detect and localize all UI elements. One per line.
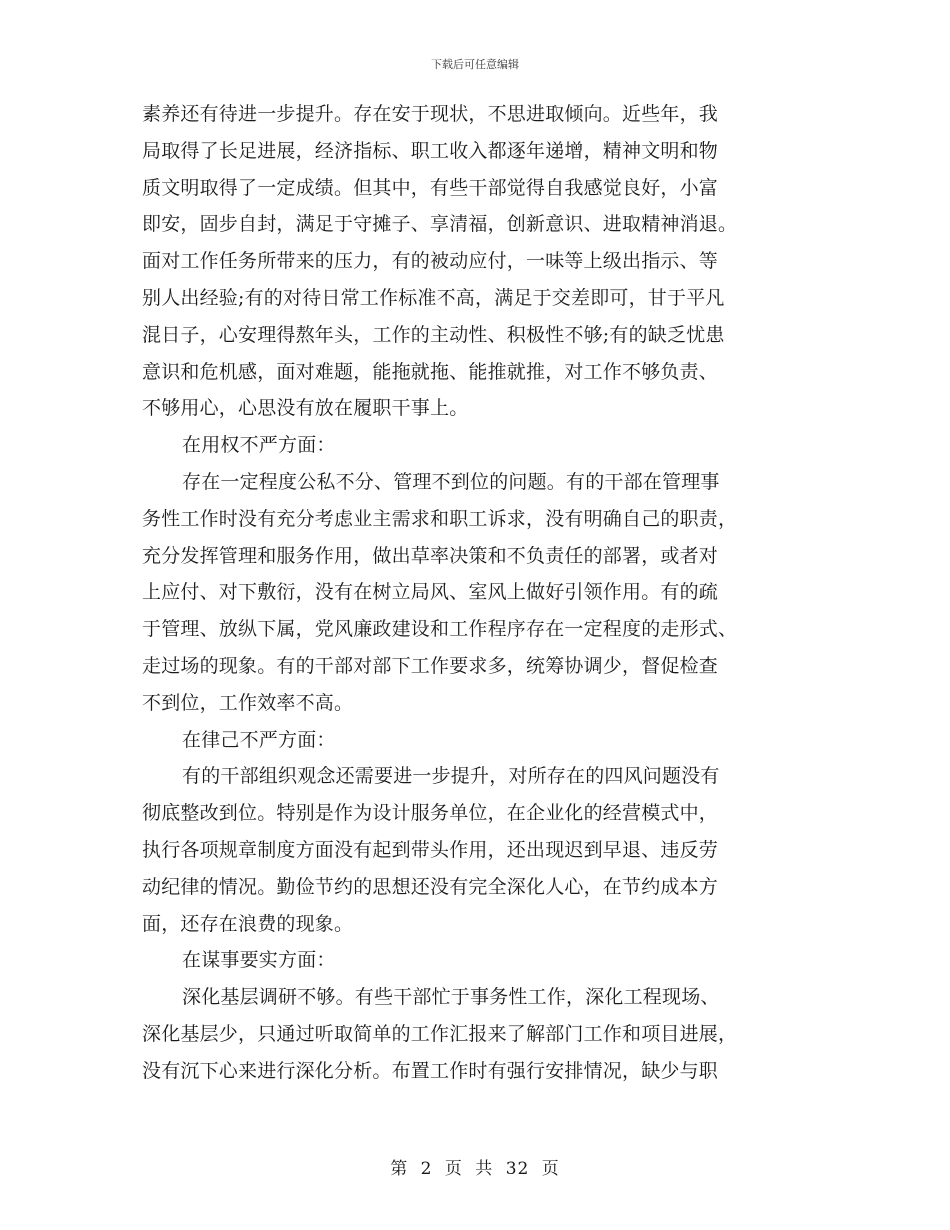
text-line: 即安，固步自封，满足于守摊子、享清福，创新意识、进取精神消退。: [142, 213, 738, 236]
text-line: 深化基层少，只通过听取简单的工作汇报来了解部门工作和项目进展，: [142, 1022, 738, 1045]
text-line: 在谋事要实方面：: [182, 949, 336, 972]
text-line: 存在一定程度公私不分、管理不到位的问题。有的干部在管理事: [182, 470, 720, 493]
text-line: 意识和危机感，面对难题，能拖就拖、能推就推，对工作不够负责、: [142, 360, 719, 383]
text-line: 在用权不严方面：: [182, 434, 336, 457]
footer-total-word: 共: [475, 1159, 494, 1179]
text-line: 彻底整改到位。特别是作为设计服务单位，在企业化的经营模式中，: [142, 802, 719, 825]
footer-page-word: 页: [444, 1159, 463, 1179]
text-line: 务性工作时没有充分考虑业主需求和职工诉求，没有明确自己的职责，: [142, 507, 738, 530]
text-line: 深化基层调研不够。有些干部忙于事务性工作，深化工程现场、: [182, 986, 720, 1009]
footer-current-page: 2: [420, 1159, 433, 1179]
page-footer: [0, 1154, 950, 1179]
text-line: 别人出经验;有的对待日常工作标准不高，满足于交差即可，甘于平凡: [142, 286, 725, 309]
text-line: 不够用心，心思没有放在履职干事上。: [142, 397, 469, 420]
text-line: 局取得了长足进展，经济指标、职工收入都逐年递增，精神文明和物: [142, 139, 719, 162]
footer-suffix: 页: [541, 1159, 560, 1179]
text-line: 在律己不严方面：: [182, 728, 336, 751]
text-line: 动纪律的情况。勤俭节约的思想还没有完全深化人心，在节约成本方: [142, 875, 719, 898]
text-line: 不到位，工作效率不高。: [142, 691, 354, 714]
text-line: 没有沉下心来进行深化分析。布置工作时有强行安排情况，缺少与职: [142, 1059, 719, 1082]
page-header: 下载后可任意编辑: [431, 58, 519, 71]
text-line: 上应付、对下敷衍，没有在树立局风、室风上做好引领作用。有的疏: [142, 581, 719, 604]
footer-total-pages: 32: [505, 1159, 530, 1179]
text-line: 混日子，心安理得熬年头，工作的主动性、积极性不够;有的缺乏忧患: [142, 323, 725, 346]
text-line: 执行各项规章制度方面没有起到带头作用，还出现迟到早退、违反劳: [142, 838, 719, 861]
footer-prefix: 第: [390, 1159, 409, 1179]
text-line: 面，还存在浪费的现象。: [142, 912, 354, 935]
text-line: 走过场的现象。有的干部对部下工作要求多，统筹协调少，督促检查: [142, 654, 719, 677]
text-line: 质文明取得了一定成绩。但其中，有些干部觉得自我感觉良好，小富: [142, 176, 719, 199]
text-line: 充分发挥管理和服务作用，做出草率决策和不负责任的部署，或者对: [142, 544, 719, 567]
text-line: 面对工作任务所带来的压力，有的被动应付，一味等上级出指示、等: [142, 250, 719, 273]
text-line: 素养还有待进一步提升。存在安于现状，不思进取倾向。近些年，我: [142, 103, 719, 125]
text-line: 于管理、放纵下属，党风廉政建设和工作程序存在一定程度的走形式、: [142, 618, 738, 641]
text-line: 有的干部组织观念还需要进一步提升，对所存在的四风问题没有: [182, 765, 720, 788]
document-body: [142, 96, 810, 1090]
